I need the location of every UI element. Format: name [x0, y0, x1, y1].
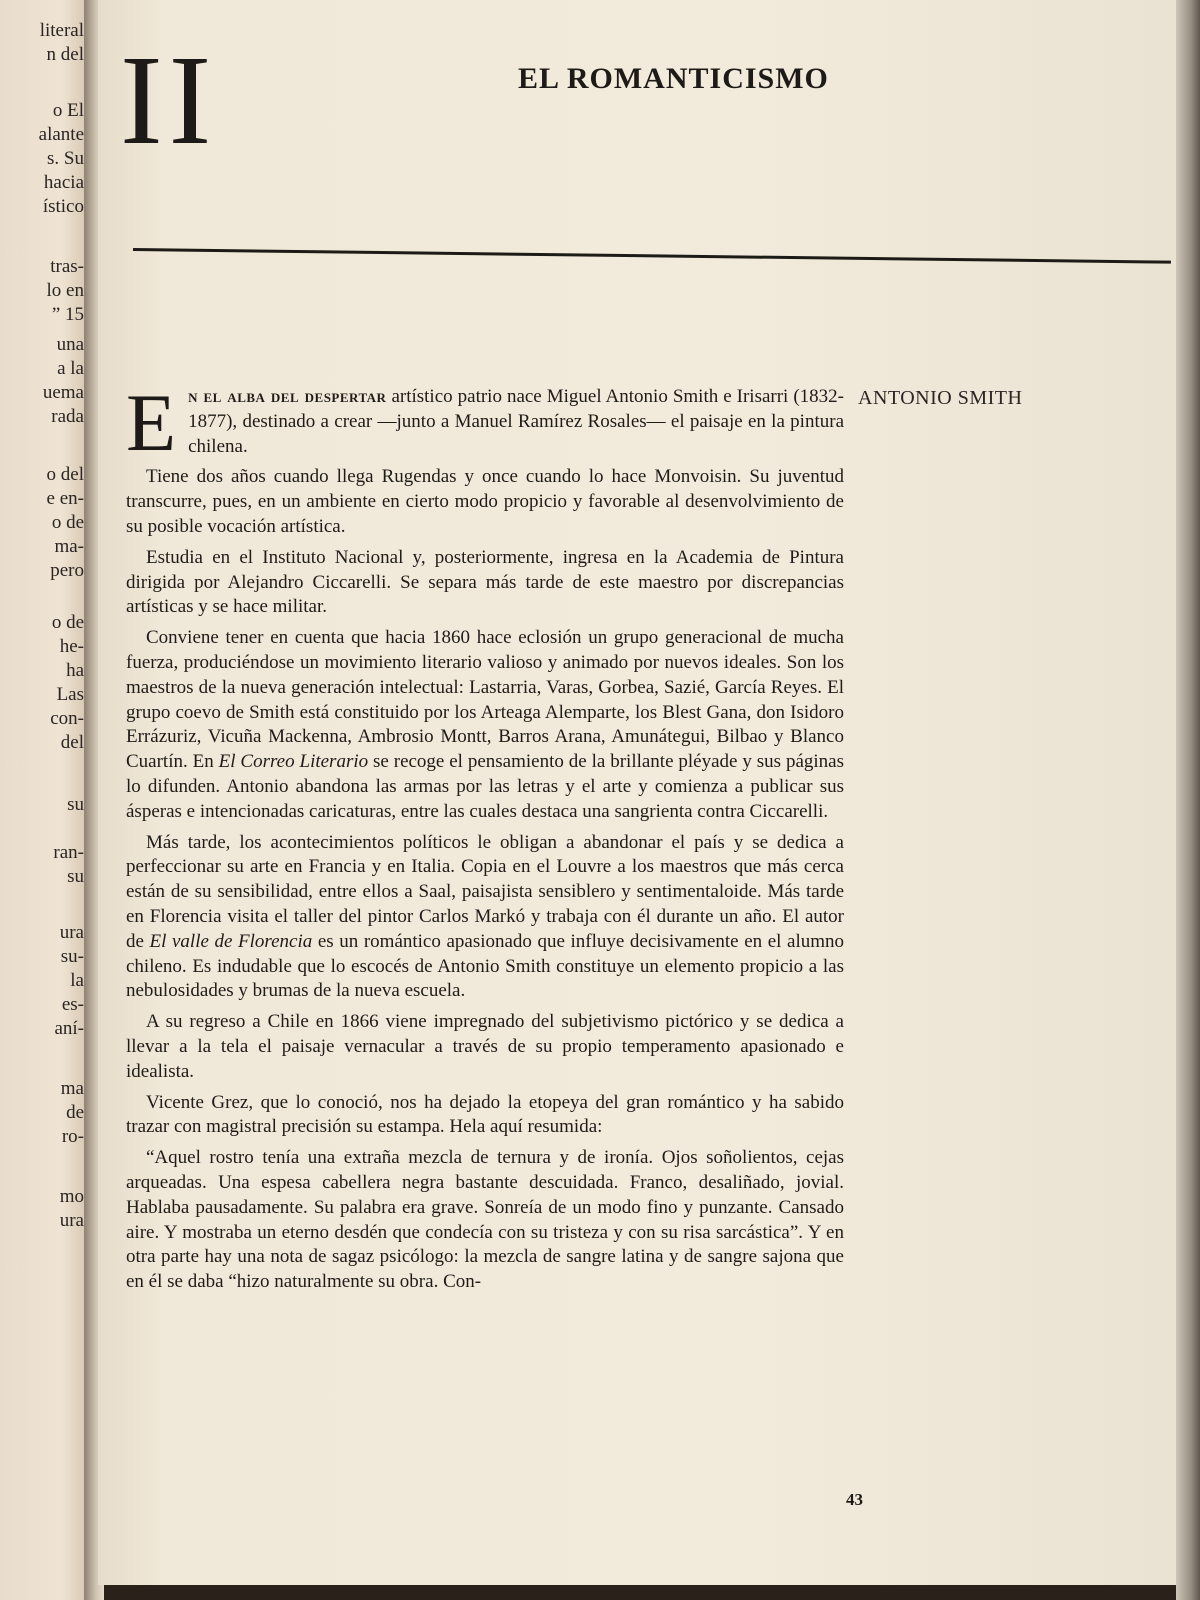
chapter-number: II [120, 29, 218, 171]
paragraph-4-text-b: se recoge el pensamiento de la brillante pléyade y sus páginas lo difunden. Antonio abandona las armas por las letras y el arte y comienza a publicar sus ásperas e intencionadas caricaturas, entre las cuales destaca una sangrienta contra Ciccarelli. [126, 751, 844, 822]
left-page-text-fragment: ma- [54, 536, 84, 557]
paragraph-5-text-b: es un romántico apasionado que influye decisivamente en el alumno chileno. Es indudable que lo escocés de Antonio Smith constituye un elemento propicio a las nebulosidades y brumas de la nueva escuela. [126, 930, 844, 1002]
left-page-text-fragment: su [67, 794, 84, 815]
paragraph-2: Tiene dos años cuando llega Rugendas y once cuando lo hace Monvoisin. Su juventud transcurre, pues, en un ambiente en cierto modo propicio y favorable al desenvolvimiento de su posible vocación artística. [126, 466, 844, 537]
left-page-text-fragment: ha [66, 660, 84, 681]
side-heading: ANTONIO SMITH [858, 387, 1023, 409]
facing-page-left [0, 0, 88, 1600]
left-page-text-fragment: n del [46, 44, 84, 65]
paragraph-4-text-a: Conviene tener en cuenta que hacia 1860 hace eclosión un grupo generacional de mucha fuerza, produciéndose un movimiento literario valioso y animado por nuevos ideales. Son los maestros de la nueva generación intelectual: Lastarria, Varas, Gorbea, Sazié, García Reyes. El grupo coevo de Smith está constituido por los Arteaga Alemparte, los Blest Gana, don Isidoro Errázuriz, Vicuña Mackenna, Ambrosio Montt, Barros Arana, Amunátegui, Bilbao y Blanco Cuartín. En [126, 627, 844, 773]
left-page-text-fragment: aní- [54, 1018, 84, 1039]
left-page-text-fragment: es- [61, 994, 84, 1015]
left-page-text-fragment: tras- [50, 256, 84, 277]
page-edge-right [1176, 0, 1200, 1600]
paragraph-4-italic: El Correo Literario [218, 751, 369, 773]
left-page-text-fragment: de [66, 1102, 84, 1123]
page-number: 43 [846, 1490, 863, 1509]
paragraph-5-italic: El valle de Florencia [149, 930, 313, 952]
left-page-text-fragment: a la [57, 358, 84, 379]
paragraph-3: Estudia en el Instituto Nacional y, posteriormente, ingresa en la Academia de Pintura dirigida por Alejandro Ciccarelli. Se separa más tarde de este maestro por discrepancias artísticas y se hace militar. [126, 546, 844, 618]
left-page-text-fragment: uema [42, 382, 84, 403]
paragraph-6: A su regreso a Chile en 1866 viene impregnado del subjetivismo pictórico y se dedica a llevar a la tela el paisaje vernacular a través de su propio temperamento apasionado e idealista. [126, 1011, 844, 1082]
drop-cap: E [126, 377, 177, 468]
left-page-text-fragment: del [60, 732, 84, 753]
left-page-text-fragment: he- [59, 636, 84, 657]
paragraph-5 [126, 831, 844, 1005]
paragraph-7: Vicente Grez, que lo conoció, nos ha dejado la etopeya del gran romántico y ha sabido trazar con magistral precisión su estampa. Hela aquí resumida: [126, 1091, 844, 1138]
lead-in-smallcaps: n el alba del despertar [188, 386, 387, 407]
paragraph-1 [126, 377, 844, 468]
left-page-text-fragment: mo [59, 1186, 84, 1207]
paragraph-8-quote: “Aquel rostro tenía una extraña mezcla de ternura y de ironía. Ojos soñolientos, cejas arqueadas. Una espesa cabellera negra bastante descuidada. Franco, desaliñado, jovial. Hablaba pausadamente. Su palabra era grave. Sonreía de un modo fino y punzante. Cansado aire. Y mostraba un eterno desdén que condecía con su tristeza y con su risa sarcástica”. Y en otra parte hay una nota de sagaz psicólogo: la mezcla de sangre latina y de sangre sajona que en él se daba “hizo naturalmente su obra. Con- [126, 1147, 844, 1293]
left-page-text-fragment: su [67, 866, 84, 887]
left-page-text-fragment: lo en [46, 280, 84, 301]
left-page-text-fragment: ro- [61, 1126, 84, 1147]
left-page-text-fragment: s. Su [47, 148, 84, 169]
left-page-text-fragment: o de [51, 612, 84, 633]
left-page-text-fragment: ran- [53, 842, 84, 863]
body-text [126, 377, 844, 1301]
left-page-text-fragment: la [70, 970, 84, 991]
left-page-text-fragment: con- [50, 708, 84, 729]
left-page-text-fragment: Las [56, 684, 84, 705]
chapter-title: EL ROMANTICISMO [518, 62, 829, 95]
left-page-text-fragment: ma [60, 1078, 84, 1099]
left-page-text-fragment: ” 15 [51, 304, 84, 325]
left-page-text-fragment: una [56, 334, 84, 355]
left-page-text-fragment: ura [59, 922, 84, 943]
left-page-text-fragment: hacia [43, 172, 84, 193]
left-page-text-fragment: su- [60, 946, 84, 967]
paragraph-1-text: artístico patrio nace Miguel Antonio Smith e Irisarri (1832-1877), destinado a crear —junto a Manuel Ramírez Rosales— el paisaje en la pintura chilena. [188, 386, 844, 457]
paragraph-5-text-a: Más tarde, los acontecimientos políticos le obligan a abandonar el país y se dedica a perfeccionar su arte en Francia y en Italia. Copia en el Louvre a los maestros que más cerca están de su sensibilidad, entre ellos a Saal, paisajista sensiblero y sentimentaloide. Más tarde en Florencia visita el taller del pintor Carlos Markó y trabaja con él durante un año. El autor de [126, 831, 844, 952]
left-page-text-fragment: e en- [46, 488, 84, 509]
left-page-text-fragment: ístico [42, 196, 84, 217]
left-page-text-fragment: o El [52, 100, 84, 121]
paragraph-4 [126, 626, 844, 824]
left-page-text-fragment: o de [51, 512, 84, 533]
left-page-text-fragment: pero [50, 560, 84, 581]
left-page-text-fragment: literal [39, 20, 84, 41]
left-page-text-fragment: alante [38, 124, 84, 145]
left-page-text-fragment: o del [46, 464, 84, 485]
left-page-text-fragment: rada [51, 406, 84, 427]
left-page-text-fragment: ura [59, 1210, 84, 1231]
